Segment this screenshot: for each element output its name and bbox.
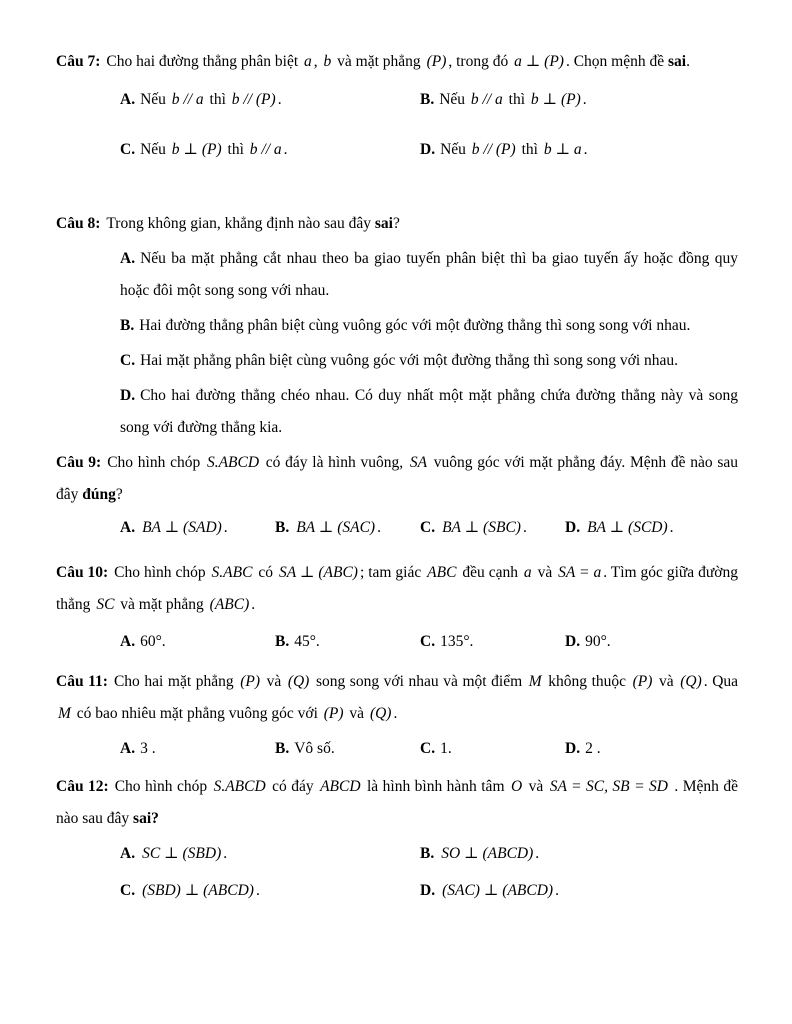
question-11-option-b [275, 733, 420, 765]
question-10-option-d [565, 626, 738, 658]
option-b-text: BA ⊥ (SAC) . [296, 519, 381, 536]
option-c-label: C. [420, 740, 436, 757]
question-10-options [120, 626, 738, 658]
option-d-label: D. [120, 387, 136, 404]
question-8-option-b [120, 310, 738, 342]
question-12-option-b [420, 838, 738, 870]
question-9-option-c [420, 512, 565, 544]
question-12-text: Cho hình chóp S.ABCD có đáy ABCD là hình bình hành tâm O và SA = SC, SB = SD . Mệnh đề nào sau đây sai? [56, 778, 739, 827]
question-9-text: Cho hình chóp S.ABCD có đáy là hình vuông, SA vuông góc với mặt phẳng đáy. Mệnh đề nào sau đây đúng? [56, 454, 738, 503]
option-c-text: 1. [440, 740, 452, 757]
question-11-option-d [565, 733, 738, 765]
option-a-label: A. [120, 845, 136, 862]
option-a-text: Nếu b // a thì b // (P) . [140, 91, 282, 108]
question-12-stem [56, 771, 738, 835]
question-11 [56, 666, 738, 765]
option-d-text: BA ⊥ (SCD) . [587, 519, 674, 536]
option-a-text: Nếu ba mặt phẳng cắt nhau theo ba giao tuyến phân biệt thì ba giao tuyến ấy hoặc đồng quy hoặc đôi một song song với nhau. [120, 250, 738, 299]
question-10-label: Câu 10: [56, 564, 109, 581]
option-d-text: 90°. [585, 633, 611, 650]
question-7-text: Cho hai đường thẳng phân biệt a , b và mặt phẳng (P) , trong đó a ⊥ (P) . Chọn mệnh đề sai. [106, 53, 690, 70]
option-c-text: Hai mặt phẳng phân biệt cùng vuông góc với một đường thẳng thì song song với nhau. [140, 352, 679, 369]
question-12-label: Câu 12: [56, 778, 109, 795]
question-7-option-c [120, 134, 420, 166]
option-a-text: 3 . [140, 740, 156, 757]
question-11-stem [56, 666, 738, 730]
option-d-text: (SAC) ⊥ (ABCD) . [442, 882, 559, 899]
question-10-text: Cho hình chóp S.ABC có SA ⊥ (ABC) ; tam giác ABC đều cạnh a và SA = a . Tìm góc giữa đường thẳng SC và mặt phẳng (ABC) . [56, 564, 738, 613]
option-a-text: BA ⊥ (SAD) . [142, 519, 228, 536]
option-c-label: C. [420, 519, 436, 536]
option-a-label: A. [120, 519, 136, 536]
option-a-label: A. [120, 740, 136, 757]
option-a-label: A. [120, 91, 136, 108]
option-c-label: C. [120, 352, 136, 369]
option-b-label: B. [120, 317, 135, 334]
question-9-label: Câu 9: [56, 454, 102, 471]
option-d-text: Cho hai đường thẳng chéo nhau. Có duy nhất một mặt phẳng chứa đường thẳng này và song song với đường thẳng kia. [120, 387, 738, 436]
question-11-label: Câu 11: [56, 673, 108, 690]
question-8-option-a [120, 243, 738, 307]
option-b-label: B. [420, 91, 435, 108]
option-b-text: Vô số. [294, 740, 335, 757]
option-c-label: C. [420, 633, 436, 650]
question-8-label: Câu 8: [56, 215, 101, 232]
question-9-option-b [275, 512, 420, 544]
question-10-option-b [275, 626, 420, 658]
question-12-option-a [120, 838, 420, 870]
option-d-label: D. [565, 633, 581, 650]
question-11-text: Cho hai mặt phẳng (P) và (Q) song song với nhau và một điểm M không thuộc (P) và (Q) . Qua M có bao nhiêu mặt phẳng vuông góc với (P) và (Q) . [58, 673, 739, 722]
option-a-text: 60°. [140, 633, 166, 650]
option-b-label: B. [275, 519, 290, 536]
question-7-option-d [420, 134, 738, 166]
question-10-option-a [120, 626, 275, 658]
question-11-options [120, 733, 738, 765]
option-c-text: (SBD) ⊥ (ABCD) . [142, 882, 260, 899]
option-b-text: SO ⊥ (ABCD) . [441, 845, 540, 862]
question-8-stem [56, 208, 738, 240]
question-9-options [120, 512, 738, 544]
question-8-text: Trong không gian, khẳng định nào sau đây sai? [106, 215, 400, 232]
option-a-label: A. [120, 633, 136, 650]
question-10 [56, 557, 738, 658]
option-d-label: D. [565, 740, 581, 757]
question-12-option-c [120, 875, 420, 907]
option-b-text: Hai đường thẳng phân biệt cùng vuông góc với một đường thẳng thì song song với nhau. [139, 317, 691, 334]
question-9 [56, 447, 738, 544]
option-a-label: A. [120, 250, 136, 267]
question-11-option-a [120, 733, 275, 765]
question-12-option-d [420, 875, 738, 907]
option-b-text: 45°. [294, 633, 320, 650]
question-7-option-b [420, 84, 738, 116]
question-12 [56, 771, 738, 907]
question-8-option-c [120, 345, 738, 377]
question-7-option-a [120, 84, 420, 116]
option-d-label: D. [420, 141, 436, 158]
option-a-text: SC ⊥ (SBD) . [142, 845, 228, 862]
option-c-text: BA ⊥ (SBC) . [442, 519, 527, 536]
question-10-option-c [420, 626, 565, 658]
question-9-stem [56, 447, 738, 511]
option-c-text: 135°. [440, 633, 474, 650]
option-c-label: C. [120, 882, 136, 899]
question-7 [56, 46, 738, 166]
question-8-options [120, 243, 738, 444]
option-b-label: B. [275, 740, 290, 757]
question-8 [56, 208, 738, 444]
question-9-option-d [565, 512, 738, 544]
question-10-stem [56, 557, 738, 621]
option-b-text: Nếu b // a thì b ⊥ (P) . [439, 91, 587, 108]
option-d-label: D. [420, 882, 436, 899]
option-d-text: 2 . [585, 740, 601, 757]
question-7-label: Câu 7: [56, 53, 101, 70]
question-7-options [120, 84, 738, 166]
question-7-stem [56, 46, 738, 78]
option-b-label: B. [275, 633, 290, 650]
option-d-label: D. [565, 519, 581, 536]
option-b-label: B. [420, 845, 435, 862]
option-c-text: Nếu b ⊥ (P) thì b // a . [140, 141, 288, 158]
question-11-option-c [420, 733, 565, 765]
question-9-option-a [120, 512, 275, 544]
option-d-text: Nếu b // (P) thì b ⊥ a . [440, 141, 588, 158]
option-c-label: C. [120, 141, 136, 158]
question-12-options [120, 838, 738, 907]
question-8-option-d [120, 380, 738, 444]
